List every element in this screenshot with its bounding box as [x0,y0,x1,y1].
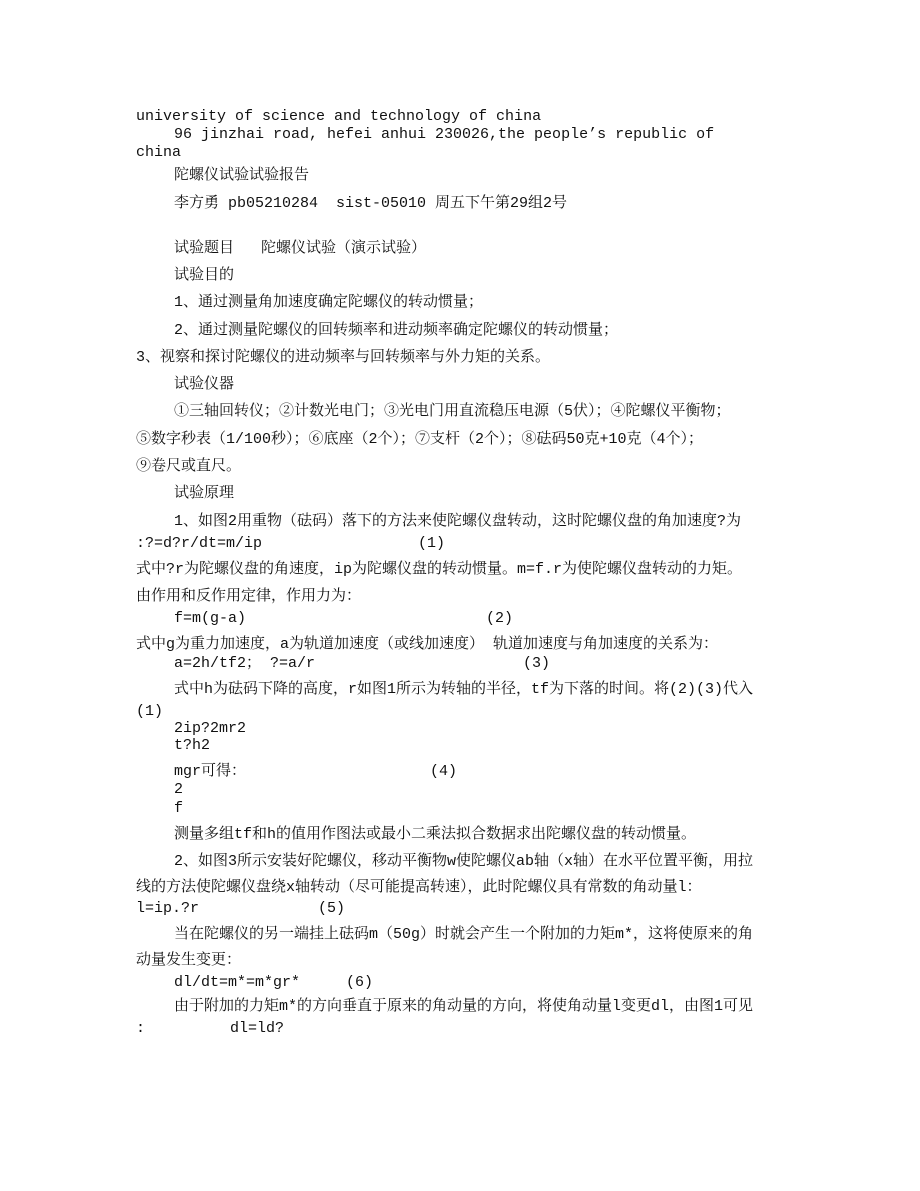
equation: l=ip.?r [136,900,200,917]
equation: a=2h/tf2； ?=a/r [174,655,316,672]
paragraph: 当在陀螺仪的另一端挂上砝码m（50g）时就会产生一个附加的力矩m*，这将使原来的角 [174,926,754,943]
paragraph: : [136,1020,146,1037]
address-line-2: china [136,144,182,161]
author-line: 李方勇 pb05210284 sist-05010 周五下午第29组2号 [174,195,568,212]
equation: dl=ld? [230,1020,285,1037]
purpose-item: 2、通过测量陀螺仪的回转频率和进动频率确定陀螺仪的转动惯量； [174,322,619,339]
paragraph: 式中?r为陀螺仪盘的角速度，ip为陀螺仪盘的转动惯量。m=f.r为使陀螺仪盘转动的力矩。 [136,561,743,578]
paragraph: 测量多组tf和h的值用作图法或最小二乘法拟合数据求出陀螺仪盘的转动惯量。 [174,826,697,843]
equation: t?h2 [174,737,211,754]
principle-heading: 试验原理 [174,485,235,502]
paragraph: 式中g为重力加速度，a为轨道加速度（或线加速度） 轨道加速度与角加速度的关系为： [136,636,719,653]
equation: f=m(g-a) [174,610,247,627]
paragraph: 由作用和反作用定律，作用力为： [136,588,362,605]
equation-number: (1) [418,535,446,552]
report-title: 陀螺仪试验试验报告 [174,167,310,184]
equation-number: (3) [523,655,551,672]
equation-number: (5) [318,900,346,917]
equation: 2ip?2mr2 [174,720,247,737]
paragraph: (1) [136,703,164,720]
paragraph: 式中h为砝码下降的高度，r如图1所示为转轴的半径，tf为下落的时间。将(2)(3)代入 [174,681,754,698]
paragraph: 动量发生变更： [136,952,242,969]
equation: f [174,800,184,817]
purpose-item: 3、视察和探讨陀螺仪的进动频率与回转频率与外力矩的关系。 [136,349,551,366]
institution: university of science and technology of china [136,108,542,125]
apparatus-heading: 试验仪器 [174,376,235,393]
purpose-heading: 试验目的 [174,267,235,284]
equation: mgr可得： [174,763,247,780]
apparatus-line: ①三轴回转仪；②计数光电门；③光电门用直流稳压电源（5伏）；④陀螺仪平衡物； [174,403,731,420]
equation: dl/dt=m*=m*gr* [174,974,301,991]
apparatus-line: ⑤数字秒表（1/100秒）；⑥底座（2个）；⑦支杆（2个）；⑧砝码50克+10克（4个）； [136,431,704,448]
paragraph: 2、如图3所示安装好陀螺仪，移动平衡物w使陀螺仪ab轴（x轴）在水平位置平衡，用拉 [174,853,754,870]
paragraph: 线的方法使陀螺仪盘绕x轴转动（尽可能提高转速），此时陀螺仪具有常数的角动量l： [136,879,702,896]
equation: :?=d?r/dt=m/ip [136,535,263,552]
equation-number: (4) [430,763,458,780]
apparatus-line: ⑨卷尺或直尺。 [136,458,242,475]
paragraph: 1、如图2用重物（砝码）落下的方法来使陀螺仪盘转动，这时陀螺仪盘的角加速度?为 [174,513,742,530]
purpose-item: 1、通过测量角加速度确定陀螺仪的转动惯量； [174,294,484,311]
paragraph: 由于附加的力矩m*的方向垂直于原来的角动量的方向，将使角动量l变更dl，由图1可见 [174,998,754,1015]
equation-number: (2) [486,610,514,627]
equation: 2 [174,781,184,798]
equation-number: (6) [346,974,374,991]
address-line-1: 96 jinzhai road, hefei anhui 230026,the people’s republic of [174,126,715,143]
topic: 试验题目 陀螺仪试验（演示试验） [174,240,427,257]
